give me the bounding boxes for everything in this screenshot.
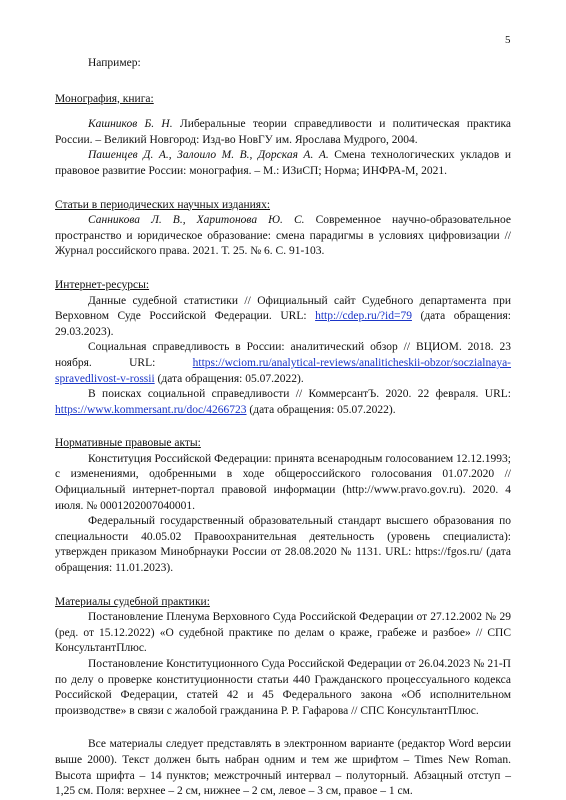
monograph-entry-1 bbox=[55, 117, 511, 148]
internet-entry-3 bbox=[55, 387, 511, 418]
entry-access-date: (дата обращения: 29.03.2023). bbox=[55, 310, 511, 338]
judicial-entry-1: Постановление Пленума Верховного Суда Российской Федерации от 27.12.2002 № 29 (ред. от 15.12.2022) «О судебной практике по делам о краже, грабеже и разбое» // СПС КонсультантПлюс. bbox=[55, 611, 511, 655]
entry-access-date: (дата обращения: 05.07.2022). bbox=[246, 403, 396, 416]
internet-heading: Интернет-ресурсы: bbox=[55, 278, 150, 291]
entry-text: Современное научно-образовательное пространство и юридическое образование: смена парадигмы в условиях цифровизации // Журнал российского права. 2021. Т. 25. № 6. С. 91-103. bbox=[55, 214, 511, 258]
periodicals-entry-1 bbox=[55, 213, 511, 260]
internet-entry-1 bbox=[55, 294, 511, 341]
formatting-requirements: Все материалы следует представлять в электронном варианте (редактор Word версии выше 2000). Текст должен быть набран одним и тем же шрифтом – Times New Roman. Высота шрифта – 14 пунктов; межстрочный интервал – полуторный. Абзацный отступ – 1,25 см. Поля: верхнее – 2 см, нижнее – 2 см, левое – 3 см, правое – 1 см. bbox=[55, 738, 511, 798]
normative-entry-1: Конституция Российской Федерации: принята всенародным голосованием 12.12.1993; с изменениями, одобренными в ходе общероссийского голосования 01.07.2020 // Официальный интернет-портал правовой информации (http://www.pravo.gov.ru). 2020. 4 июля. № 0001202007040001. bbox=[55, 452, 511, 512]
wciom-link-part-1[interactable]: https://wciom.ru/analytical-reviews/analiticheskii-obzor/soczialnaya- bbox=[192, 356, 512, 369]
entry-text: В поисках социальной справедливости // КоммерсантЪ. 2020. 22 февраля. URL: bbox=[88, 388, 511, 401]
entry-access-date: (дата обращения: 05.07.2022). bbox=[154, 372, 304, 385]
entry-text: Либеральные теории справедливости и политическая практика России. – Великий Новгород: Изд-во НовГУ им. Ярослава Мудрого, 2004. bbox=[55, 118, 512, 146]
entry-text: Смена технологических укладов и правовое развитие России: монография. – М.: ИЗиСП; Норма; ИНФРА-М, 2021. bbox=[55, 149, 511, 177]
monograph-heading: Монография, книга: bbox=[55, 92, 154, 105]
entry-author: Кашников Б. Н. bbox=[88, 118, 173, 131]
internet-entry-2-line-3 bbox=[55, 372, 511, 388]
judicial-entry-2: Постановление Конституционного Суда Российской Федерации от 26.04.2023 № 21-П по делу о проверке конституционности статьи 440 Гражданского процессуального кодекса Российской Федерации, статей 42 и 45 Федерального закона «Об исполнительном производстве» в связи с жалобой гражданина Р. Р. Гафарова // СПС КонсультантПлюс. bbox=[55, 658, 511, 717]
page-content bbox=[55, 56, 511, 800]
entry-url-label: URL: bbox=[129, 356, 156, 369]
cdep-link[interactable]: http://cdep.ru/?id=79 bbox=[315, 310, 412, 323]
internet-entry-2-line-1: Социальная справедливость в России: аналитический обзор // ВЦИОМ. 2018. 23 bbox=[88, 341, 511, 354]
entry-text: Данные судебной статистики // Официальный сайт Судебного департамента при Верховном Суде Российской Федерации. URL: bbox=[55, 294, 511, 323]
page-number: 5 bbox=[505, 34, 511, 46]
entry-author: Пашенцев Д. А., Залоило М. В., Дорская А. А. bbox=[88, 149, 329, 162]
normative-heading: Нормативные правовые акты: bbox=[55, 437, 201, 450]
entry-text: ноября. bbox=[55, 356, 92, 369]
normative-entry-2: Федеральный государственный образовательный стандарт высшего образования по специальности 40.05.02 Правоохранительная деятельность (уровень специалиста): утвержден приказом Минобрнауки России от 28.08.2020 № 1131. URL: https://fgos.ru/ (дата обращения: 11.01.2023). bbox=[55, 515, 511, 575]
internet-entry-2-line-2 bbox=[55, 356, 511, 372]
judicial-heading: Материалы судебной практики: bbox=[55, 595, 210, 608]
kommersant-link[interactable]: https://www.kommersant.ru/doc/4266723 bbox=[55, 403, 247, 416]
wciom-link-part-2[interactable]: spravedlivost-v-rossii bbox=[55, 372, 155, 385]
intro-text: Например: bbox=[88, 57, 141, 69]
monograph-entry-2 bbox=[55, 148, 511, 179]
entry-author: Санникова Л. В., Харитонова Ю. С. bbox=[88, 214, 305, 227]
periodicals-heading: Статьи в периодических научных изданиях: bbox=[55, 198, 271, 211]
